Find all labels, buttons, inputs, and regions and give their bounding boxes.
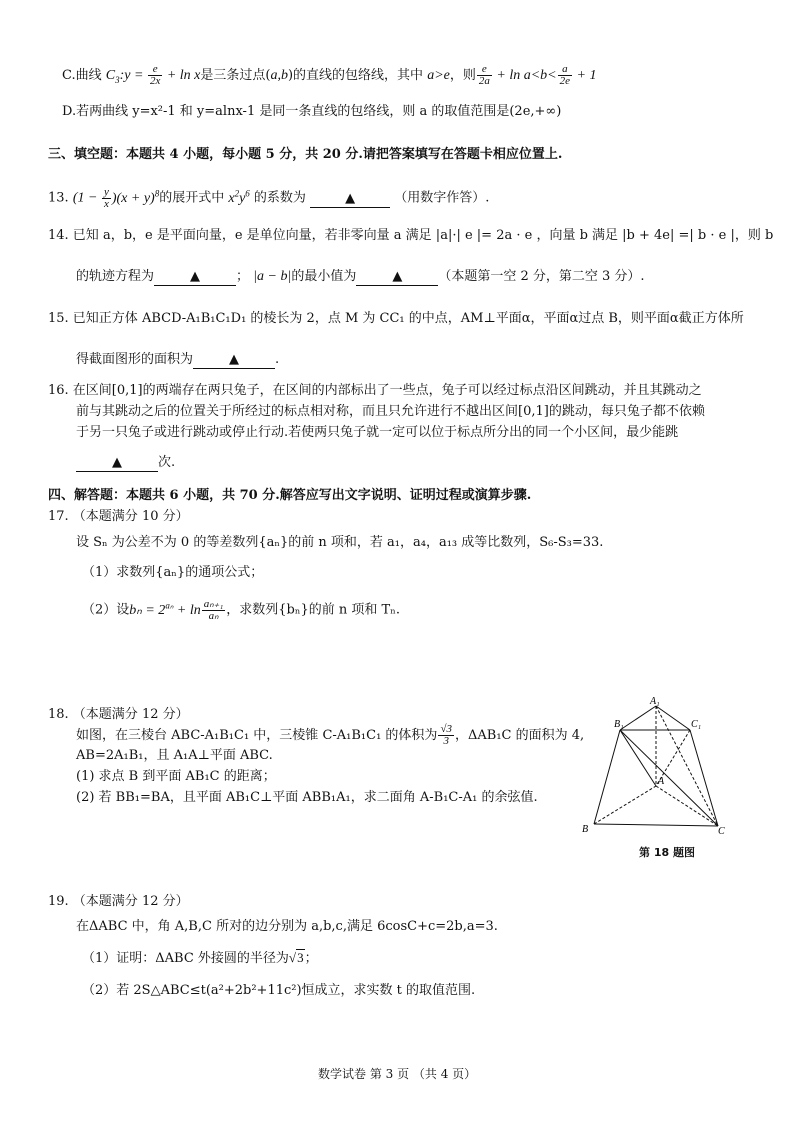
option-c xyxy=(62,64,596,90)
q17-bn-expr: $b_n = 2^{a_n} + \ln$ xyxy=(129,600,201,618)
option-c-label: C. xyxy=(62,68,76,83)
option-c-text-3: ，则 xyxy=(449,68,476,83)
q14-a-minus-b: |a − b| xyxy=(253,269,292,284)
label-a1: A₁ xyxy=(650,696,660,707)
q18-part-2: (2) 若 BB₁=BA，且平面 AB₁C⊥平面 ABB₁A₁，求二面角 A-B₁C-A₁ 的余弦值. xyxy=(76,790,538,805)
edge-a-c xyxy=(656,786,718,826)
q18-line-1 xyxy=(76,724,584,747)
question-14-line-1: 14. 已知 a，b，e 是平面向量，e 是单位向量，若非零向量 a 满足 |a|·| e |= 2a · e ，向量 b 满足 |b + 4e| =| b · e |，则 b xyxy=(48,228,774,243)
edge-b1-a xyxy=(620,730,656,786)
edge-b1-c xyxy=(620,730,718,826)
q14-text-post: （本题第一空 2 分，第二空 3 分）. xyxy=(438,269,645,284)
q18-line-1-pre: 如图，在三棱台 ABC-A₁B₁C₁ 中，三棱锥 C-A₁B₁C₁ 的体积为 xyxy=(76,728,438,743)
q17-part-2 xyxy=(82,595,400,622)
fraction-e-over-2x: $\frac{e}{2x}$ xyxy=(149,63,161,87)
q19-part-1 xyxy=(82,948,318,969)
question-16-line-2: 前与其跳动之后的位置关于所经过的标点相对称，而且只允许进行不越出区间[0,1]的跳动，每只兔子都不依赖 xyxy=(76,404,705,419)
edge-b-c xyxy=(594,824,718,826)
option-c-text: 曲线 xyxy=(75,68,106,83)
q19-part-1-post: ； xyxy=(304,951,318,966)
fraction-sqrt3-over-3: $\frac{√3}{3}$ xyxy=(440,723,452,747)
fraction-y-over-x: $\frac{y}{x}$ xyxy=(103,185,109,210)
q13-term: $x^2y^6$ xyxy=(228,188,250,206)
ln-x: + ln x xyxy=(163,68,201,83)
q18-line-2: AB=2A₁B₁，且 A₁A⊥平面 ABC. xyxy=(76,748,273,763)
q14-answer-blank-1[interactable]: ▲ xyxy=(154,269,236,286)
option-c-text-1: 是三条过点( xyxy=(200,68,271,83)
q19-part-1-pre: （1）证明：ΔABC 外接圆的半径为 xyxy=(82,951,289,966)
q18-part-1: (1) 求点 B 到平面 AB₁C 的距离； xyxy=(76,769,276,784)
edge-a1-b1 xyxy=(620,706,656,730)
frustum-figure xyxy=(576,696,736,841)
q17-header: 17. （本题满分 10 分） xyxy=(48,509,189,524)
q17-stem: 设 Sₙ 为公差不为 0 的等差数列{aₙ}的前 n 项和，若 a₁，a₄，a₁₃ 成等比数列，S₆-S₃=33. xyxy=(76,535,604,550)
section-4-title: 四、解答题：本题共 6 小题，共 70 分.解答应写出文字说明、证明过程或演算步骤. xyxy=(48,488,532,503)
label-c1: C₁ xyxy=(691,719,702,730)
q17-part-2-post: ，求数列{bₙ}的前 n 项和 Tₙ. xyxy=(226,602,400,618)
q16-text-post: 次. xyxy=(158,455,176,470)
label-b: B xyxy=(582,824,589,835)
question-16-line-4 xyxy=(76,453,175,473)
q19-header: 19. （本题满分 12 分） xyxy=(48,894,189,909)
sqrt-3: √3 xyxy=(288,950,304,965)
q13-expr-open: (1 − xyxy=(72,190,101,206)
option-d: D.若两曲线 y=x²-1 和 y=alnx-1 是同一条直线的包络线，则 a 的取值范围是(2e,+∞) xyxy=(62,104,562,119)
q15-text-pre: 得截面图形的面积为 xyxy=(76,352,194,367)
q13-text-1: 的展开式中 xyxy=(159,190,229,206)
question-14-line-2 xyxy=(76,267,645,287)
q17-part-2-pre: （2）设 xyxy=(82,602,130,618)
a-gt-e: a>e xyxy=(427,68,450,83)
q17-part-1: （1）求数列{aₙ}的通项公式； xyxy=(82,565,264,580)
option-c-text-2: )的直线的包络线，其中 xyxy=(287,68,428,83)
q14-text-mid-2: 的最小值为 xyxy=(291,269,357,284)
q18-line-1-post: ，ΔAB₁C 的面积为 4, xyxy=(454,728,585,743)
edge-a1-c xyxy=(656,706,718,826)
label-c: C xyxy=(718,826,725,837)
q15-text-post: . xyxy=(275,352,280,367)
q19-part-2: （2）若 2S△ABC≤t(a²+2b²+11c²)恒成立，求实数 t 的取值范围. xyxy=(82,983,476,998)
q14-text-mid: ； xyxy=(236,269,250,284)
figure-18-caption: 第 18 题图 xyxy=(639,846,695,859)
q13-answer-blank[interactable]: ▲ xyxy=(310,191,390,208)
edge-a1-c1 xyxy=(656,706,690,730)
q18-header: 18. （本题满分 12 分） xyxy=(48,707,189,722)
fraction-a-over-2e: $\frac{a}{2e}$ xyxy=(559,63,571,87)
label-a: A xyxy=(658,776,665,787)
ln-a: + ln a xyxy=(492,68,531,83)
q14-text-pre: 的轨迹方程为 xyxy=(76,269,155,284)
q13-number: 13. xyxy=(48,190,69,206)
q16-answer-blank[interactable]: ▲ xyxy=(76,455,158,472)
page-footer: 数学试卷 第 3 页 （共 4 页） xyxy=(318,1067,477,1081)
q13-text-3: （用数字作答）. xyxy=(394,190,490,206)
q13-expr: )$(x + y)^8$ xyxy=(111,188,160,206)
plus-one: + 1 xyxy=(573,68,597,83)
question-15-line-2 xyxy=(76,350,279,370)
section-3-title: 三、填空题：本题共 4 小题，每小题 5 分，共 20 分.请把答案填写在答题卡相应位置上. xyxy=(48,147,563,162)
fraction-e-over-2a: $\frac{e}{2a}$ xyxy=(478,63,490,87)
question-15-line-1: 15. 已知正方体 ABCD-A₁B₁C₁D₁ 的棱长为 2，点 M 为 CC₁ 的中点，AM⊥平面α，平面α过点 B，则平面α截正方体所 xyxy=(48,311,744,326)
point-ab: a,b xyxy=(270,68,288,83)
q14-answer-blank-2[interactable]: ▲ xyxy=(356,269,438,286)
q19-stem: 在ΔABC 中，角 A,B,C 所对的边分别为 a,b,c,满足 6cosC+c=2b,a=3. xyxy=(76,919,498,934)
question-16-line-3: 于另一只兔子或进行跳动或停止行动.若使两只兔子就一定可以位于标点所分出的同一个小区间，最少能跳 xyxy=(76,425,679,440)
label-b1: B₁ xyxy=(614,719,624,730)
lt-b-lt: <b< xyxy=(530,68,557,83)
curve-c3: $C_3:y$ = xyxy=(105,68,147,85)
question-16-line-1: 16. 在区间[0,1]的两端存在两只兔子，在区间的内部标出了一些点，兔子可以经过标点沿区间跳动，并且其跳动之 xyxy=(48,383,702,398)
q13-text-2: 的系数为 xyxy=(249,190,306,206)
q15-answer-blank[interactable]: ▲ xyxy=(193,352,275,369)
question-13 xyxy=(48,183,489,210)
fraction-an1-over-an: $\frac{\text{aₙ₊₁}}{\text{aₙ}}$ xyxy=(203,597,224,622)
